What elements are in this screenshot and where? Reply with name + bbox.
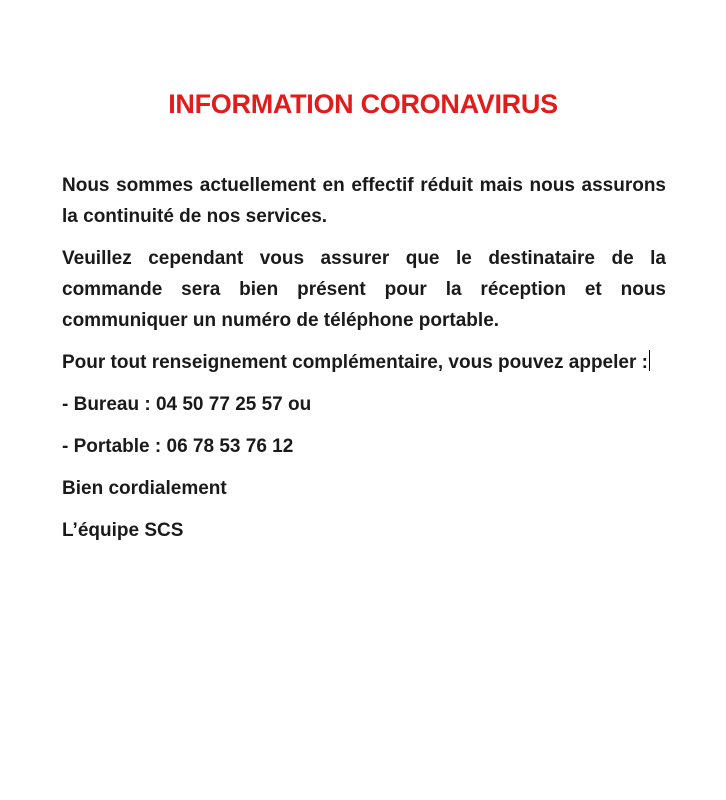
- contact-intro-text: Pour tout renseignement complémentaire, vous pouvez appeler :: [62, 352, 648, 373]
- paragraph-staff-notice: Nous sommes actuellement en effectif réduit mais nous assurons la continuité de nos services.: [62, 175, 666, 227]
- document-body: [62, 170, 666, 546]
- contact-mobile-line: - Portable : 06 78 53 76 12: [62, 436, 294, 457]
- text-cursor: [649, 350, 650, 371]
- paragraph-delivery-notice: Veuillez cependant vous assurer que le destinataire de la commande sera bien présent pour la réception et nous communiquer un numéro de téléphone portable.: [62, 248, 666, 331]
- document-title: INFORMATION CORONAVIRUS: [168, 89, 558, 119]
- paragraph-contact-intro: [62, 347, 666, 378]
- closing-line: Bien cordialement: [62, 478, 227, 499]
- signature-line: L’équipe SCS: [62, 520, 184, 541]
- contact-office-line: - Bureau : 04 50 77 25 57 ou: [62, 394, 312, 415]
